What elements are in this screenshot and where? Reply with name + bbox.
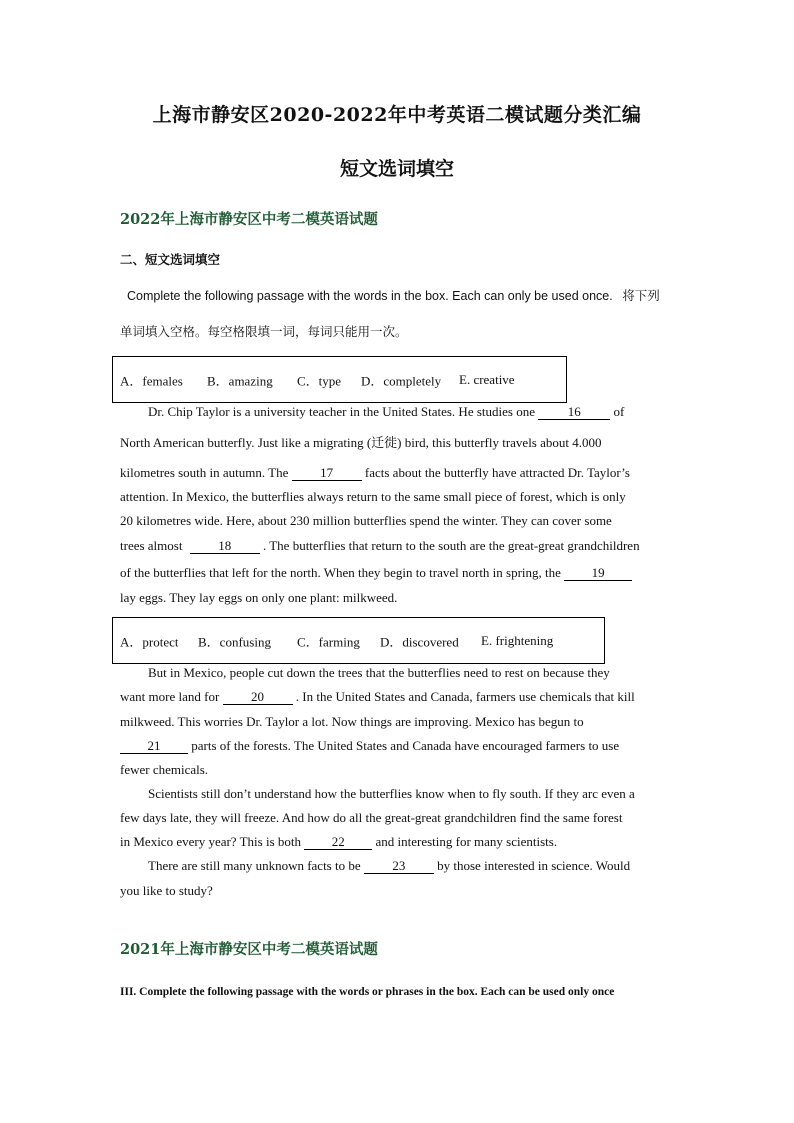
passage-line: in Mexico every year? This is both 22 and interesting for many scientists. [120,834,558,849]
passage-line: Dr. Chip Taylor is a university teacher in the United States. He studies one 16 of [148,404,625,419]
blank-22[interactable]: 22 [304,835,372,850]
document-subtitle: 短文选词填空 [339,158,454,180]
passage-line: trees almost 18 . The butterflies that return to the south are the great-great grandchildren [120,538,640,553]
passage-line: you like to study? [120,883,213,898]
word-option: C．type [297,373,342,388]
word-option: C．farming [297,634,360,649]
section-2021-instruction: III. Complete the following passage with the words or phrases in the box. Each can be used only once [120,986,615,998]
passage-line: of the butterflies that left for the north. When they begin to travel north in spring, the 19 [120,565,632,581]
word-option: E. creative [459,371,515,387]
document-title: 上海市静安区2020-2022年中考英语二模试题分类汇编 [152,104,642,126]
word-box-2 [112,617,605,664]
passage-line: few days late, they will freeze. And how do all the great-great grandchildren find the same forest [120,810,623,825]
passage-line: attention. In Mexico, the butterflies always return to the same small piece of forest, which is only [120,489,626,504]
blank-16[interactable]: 16 [538,405,610,420]
word-option: B．amazing [207,373,273,388]
word-option: B．confusing [198,634,271,649]
passage-line: fewer chemicals. [120,762,209,777]
passage-line: want more land for 20 . In the United States and Canada, farmers use chemicals that kill [120,689,635,704]
word-box-1 [112,356,567,403]
passage-line: kilometres south in autumn. The 17 facts about the butterfly have attracted Dr. Taylor’s [120,465,630,480]
word-option: E. frightening [481,632,554,648]
passage-line: There are still many unknown facts to be 23 by those interested in science. Would [148,858,631,873]
passage-line: lay eggs. They lay eggs on only one plant: milkweed. [120,590,398,605]
instruction-chinese-start: 将下列 [622,288,660,303]
blank-23[interactable]: 23 [364,859,434,874]
instruction-chinese: 单词填入空格。每空格限填一词，每词只能用一次。 [120,324,408,339]
blank-21[interactable]: 21 [120,739,188,754]
instruction-english [127,286,660,304]
word-option: D．discovered [380,634,459,649]
blank-20[interactable]: 20 [223,690,293,705]
passage-line: Scientists still don’t understand how the butterflies know when to fly south. If they arc even a [148,786,635,801]
word-option: D．completely [361,373,442,388]
passage-line: milkweed. This worries Dr. Taylor a lot. Now things are improving. Mexico has begun to [120,714,584,729]
instruction-english-text: Complete the following passage with the words in the box. Each can only be used once. [127,289,613,303]
word-option: A．protect [120,634,179,649]
blank-19[interactable]: 19 [564,566,632,581]
section-heading-2022: 2022年上海市静安区中考二模英语试题 [120,211,378,228]
blank-18[interactable]: 18 [190,539,260,554]
passage-line: But in Mexico, people cut down the trees that the butterflies need to rest on because they [148,665,610,680]
word-option: A．females [120,373,183,388]
passage-line: 21 parts of the forests. The United States and Canada have encouraged farmers to use [120,738,619,754]
section-heading-2021: 2021年上海市静安区中考二模英语试题 [120,941,378,958]
passage-line: North American butterfly. Just like a migrating (迁徙) bird, this butterfly travels about 4.000 [120,435,602,450]
blank-17[interactable]: 17 [292,466,362,481]
passage-line: 20 kilometres wide. Here, about 230 million butterflies spend the winter. They can cover some [120,513,612,528]
part-heading: 二、短文选词填空 [120,252,221,267]
